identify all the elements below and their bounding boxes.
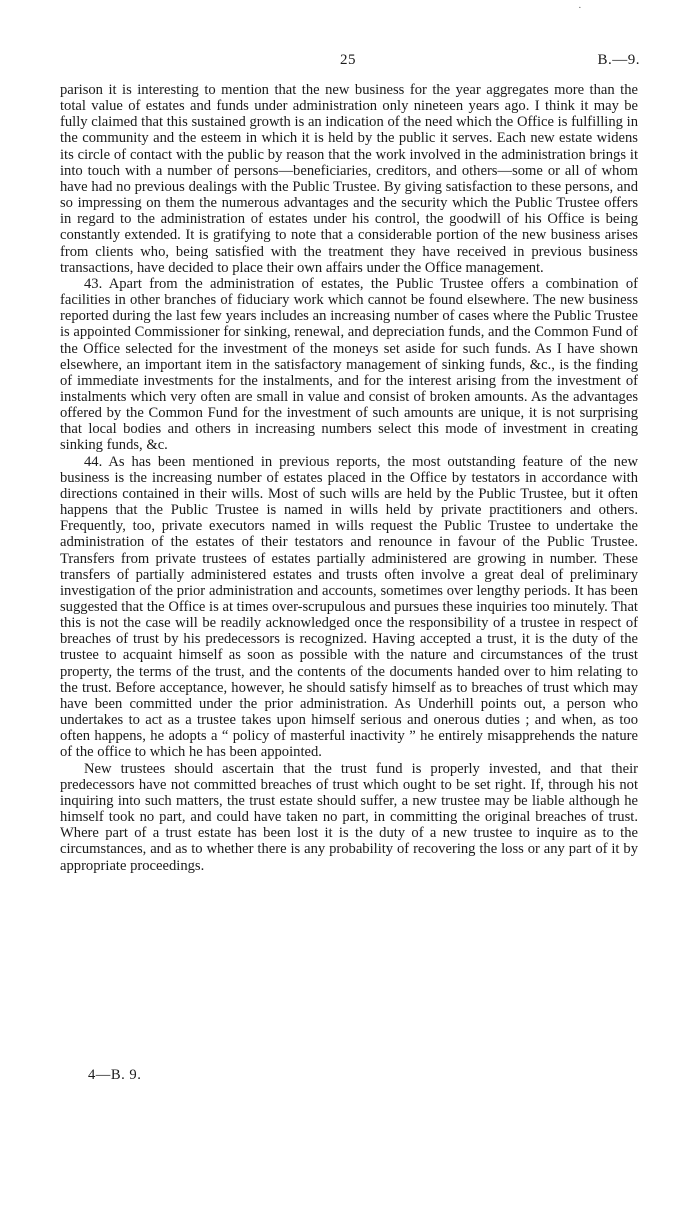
page-signature: 4—B. 9. — [88, 1067, 142, 1083]
paragraph-continuation: parison it is interesting to mention that the new business for the year aggregates more than the total value of estates and funds under administration only nineteen years ago. I think it may be fully claimed that this sustained growth is an indication of the need which the Office is fulfilling in the community and the esteem in which it is held by the public it serves. Each new estate widens its circle of contact with the public by reason that the work involved in the administration brings it into touch with a number of persons—beneficiaries, creditors, and others—some or all of whom have had no previous dealings with the Public Trustee. By giving satisfaction to these persons, and so impressing on them the numerous advantages and the security which the Public Trustee offers in regard to the administration of estates under his control, the goodwill of his Office is being constantly extended. It is gratifying to note that a considerable portion of the new business arises from clients who, being satisfied with the treatment they have received in previous business transactions, have decided to place their own affairs under the Office management. — [60, 82, 638, 276]
page-number: 25 — [340, 52, 356, 68]
paragraph-new-trustees: New trustees should ascertain that the trust fund is properly invested, and that their predecessors have not committed breaches of trust which ought to be set right. If, through his not inquiring into such matters, the trust estate should suffer, a new trustee may be liable although he himself took no part, and could have taken no part, in committing the original breaches of trust. Where part of a trust estate has been lost it is the duty of a new trustee to inquire as to the circumstances, and as to whether there is any probability of recovering the loss or any part of it by appropriate proceedings. — [60, 760, 638, 874]
document-reference: B.—9. — [597, 52, 640, 68]
body-text — [60, 82, 638, 874]
corner-mark: · — [578, 2, 582, 14]
paragraph-44: 44. As has been mentioned in previous reports, the most outstanding feature of the new business is the increasing number of estates placed in the Office by testators in accordance with directions contained in their wills. Most of such wills are held by the Public Trustee, but it often happens that the Public Trustee is named in wills held by private practitioners and others. Frequently, too, private executors named in wills request the Public Trustee to undertake the administration of the estates of their testators and renounce in favour of the Public Trustee. Transfers from private trustees of estates partially administered are growing in number. These transfers of partially administered estates and trusts often involve a great deal of preliminary investigation of the prior administration and accounts, sometimes over lengthy periods. It has been suggested that the Office is at times over-scrupulous and pursues these inquiries too minutely. That this is not the case will be readily acknowledged once the responsibility of a trustee in respect of breaches of trust by his predecessors is recognized. Having accepted a trust, it is the duty of the trustee to acquaint himself as soon as possible with the nature and circumstances of the trust property, the terms of the trust, and the contents of the documents handed over to him relating to the trust. Before acceptance, however, he should satisfy himself as to breaches of trust which may have been committed under the prior administration. As Underhill points out, a person who undertakes to act as a trustee takes upon himself serious and onerous duties ; and when, as too often happens, he adopts a “ policy of masterful inactivity ” he entirely misapprehends the nature of the office to which he has been appointed. — [60, 453, 638, 761]
paragraph-43: 43. Apart from the administration of estates, the Public Trustee offers a combination of facilities in other branches of fiduciary work which cannot be found elsewhere. The new business reported during the last few years includes an increasing number of cases where the Public Trustee is appointed Commissioner for sinking, renewal, and depreciation funds, and the Common Fund of the Office selected for the investment of the moneys set aside for such funds. As I have shown elsewhere, an important item in the satisfactory management of sinking funds, &c., is the finding of immediate investments for the instalments, and for the interest arising from the investment of instalments which very often are small in value and consist of broken amounts. As the advantages offered by the Common Fund for the investment of such amounts are unique, it is not surprising that local bodies and others in increasing numbers select this mode of investment in creating sinking funds, &c. — [60, 275, 638, 454]
